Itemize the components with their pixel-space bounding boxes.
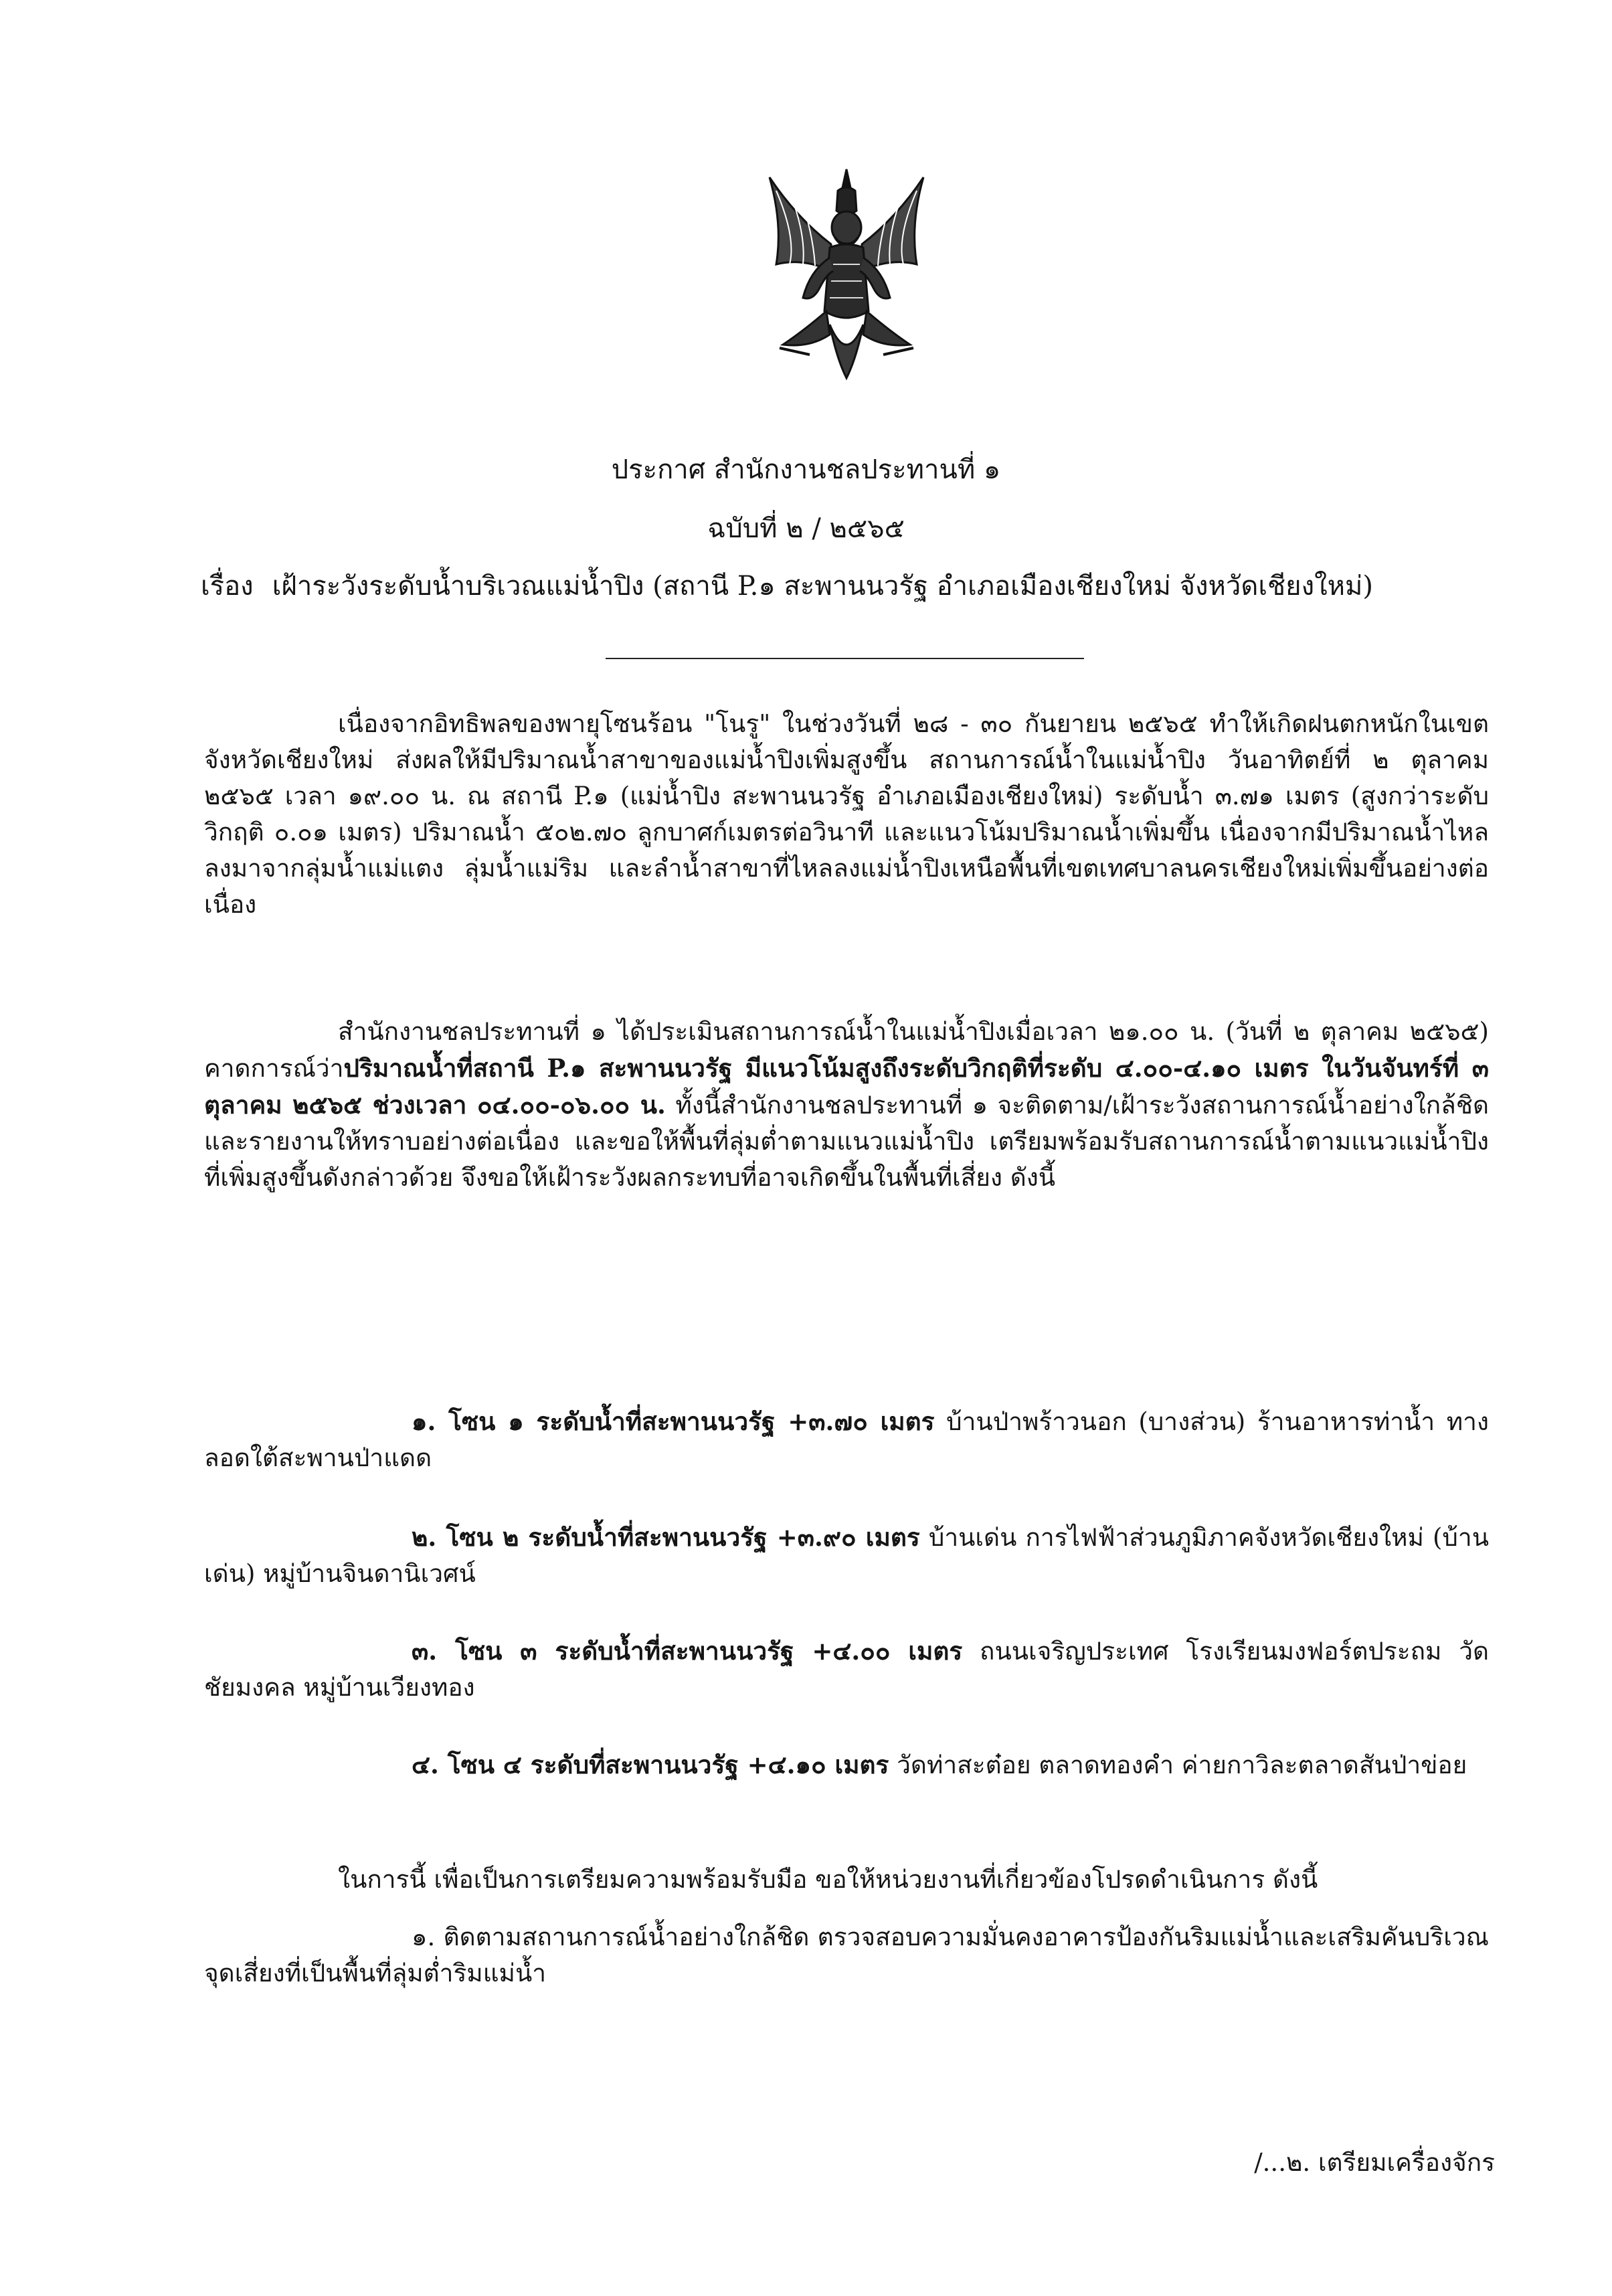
paragraph-3 bbox=[204, 1862, 1489, 1898]
subject-label: เรื่อง bbox=[201, 571, 254, 602]
paragraph-2-text-b: ทั้งนี้สำนักงานชลประทานที่ ๑ จะติดตาม/เฝ้าระวังสถานการณ์น้ำอย่างใกล้ชิด และรายงานให้ทราบอย่างต่อเนื่อง และขอให้พื้นที่ลุ่มต่ำตามแนวแม่น้ำปิง เตรียมพร้อมรับสถานการณ์น้ำตามแนวแม่น้ำปิงที่เพิ่มสูงขึ้นดังกล่าวด้วย จึงขอให้เฝ้าระวังผลกระทบที่อาจเกิดขึ้นในพื้นที่เสี่ยง ดังนี้ bbox=[204, 1091, 1489, 1192]
zone-3-level: ๓. โซน ๓ ระดับน้ำที่สะพานนวรัฐ +๔.๐๐ เมตร bbox=[412, 1636, 963, 1666]
paragraph-2-text-a: สำนักงานชลประทานที่ ๑ ได้ประเมินสถานการณ์น้ำในแม่น้ำปิงเมื่อเวลา ๒๑.๐๐ น. (วันที่ ๒ ตุลาคม ๒๕๖๕) คาดการณ์ว่า bbox=[204, 1017, 1489, 1083]
garuda-emblem-icon bbox=[756, 164, 937, 385]
zone-4 bbox=[204, 1747, 1489, 1783]
zone-2-level: ๒. โซน ๒ ระดับน้ำที่สะพานนวรัฐ +๓.๙๐ เมตร bbox=[412, 1522, 920, 1552]
paragraph-1-text: เนื่องจากอิทธิพลของพายุโซนร้อน "โนรู" ในช่วงวันที่ ๒๘ - ๓๐ กันยายน ๒๕๖๕ ทำให้เกิดฝนตกหนักในเขตจังหวัดเชียงใหม่ ส่งผลให้มีปริมาณน้ำสาขาของแม่น้ำปิงเพิ่มสูงขึ้น สถานการณ์น้ำในแม่น้ำปิง วันอาทิตย์ที่ ๒ ตุลาคม ๒๕๖๕ เวลา ๑๙.๐๐ น. ณ สถานี P.๑ (แม่น้ำปิง สะพานนวรัฐ อำเภอเมืองเชียงใหม่) ระดับน้ำ ๓.๗๑ เมตร (สูงกว่าระดับวิกฤติ ๐.๐๑ เมตร) ปริมาณน้ำ ๕๐๒.๗๐ ลูกบาศก์เมตรต่อวินาที และแนวโน้มปริมาณน้ำเพิ่มขึ้น เนื่องจากมีปริมาณน้ำไหลลงมาจากลุ่มน้ำแม่แตง ลุ่มน้ำแม่ริม และลำน้ำสาขาที่ไหลลงแม่น้ำปิงเหนือพื้นที่เขตเทศบาลนครเชียงใหม่เพิ่มขึ้นอย่างต่อเนื่อง bbox=[204, 709, 1489, 919]
zone-2 bbox=[204, 1519, 1489, 1592]
header-divider bbox=[606, 658, 1084, 659]
zone-4-level: ๔. โซน ๔ ระดับที่สะพานนวรัฐ +๔.๑๐ เมตร bbox=[412, 1750, 889, 1779]
zone-3 bbox=[204, 1633, 1489, 1706]
paragraph-3-text: ในการนี้ เพื่อเป็นการเตรียมความพร้อมรับมือ ขอให้หน่วยงานที่เกี่ยวข้องโปรดดำเนินการ ดังนี้ bbox=[338, 1865, 1318, 1894]
continuation-footer: /...๒. เตรียมเครื่องจักร bbox=[1254, 2148, 1495, 2177]
zone-3-areas: ถนนเจริญประเทศ โรงเรียนมงฟอร์ตประถม วัดชัยมงคล หมู่บ้านเวียงทอง bbox=[204, 1637, 1489, 1702]
paragraph-2-forecast: ปริมาณน้ำที่สถานี P.๑ สะพานนวรัฐ มีแนวโน้มสูงถึงระดับวิกฤติที่ระดับ ๔.๐๐-๔.๑๐ เมตร ในวันจันทร์ที่ ๓ ตุลาคม ๒๕๖๕ ช่วงเวลา ๐๔.๐๐-๐๖.๐๐ น. bbox=[204, 1053, 1489, 1120]
zone-1-level: ๑. โซน ๑ ระดับน้ำที่สะพานนวรัฐ +๓.๗๐ เมตร bbox=[412, 1407, 935, 1436]
zone-4-areas: วัดท่าสะต๋อย ตลาดทองคำ ค่ายกาวิละตลาดสันป่าข่อย bbox=[889, 1751, 1467, 1779]
paragraph-1 bbox=[204, 706, 1489, 923]
zone-2-areas: บ้านเด่น การไฟฟ้าส่วนภูมิภาคจังหวัดเชียงใหม่ (บ้านเด่น) หมู่บ้านจินดานิเวศน์ bbox=[204, 1523, 1489, 1588]
announcement-title: ประกาศ สำนักงานชลประทานที่ ๑ bbox=[611, 454, 1001, 485]
action-item-1-text: ๑. ติดตามสถานการณ์น้ำอย่างใกล้ชิด ตรวจสอบความมั่นคงอาคารป้องกันริมแม่น้ำและเสริมคันบริเวณจุดเสี่ยงที่เป็นพื้นที่ลุ่มต่ำริมแม่น้ำ bbox=[204, 1923, 1489, 1988]
paragraph-2 bbox=[204, 1014, 1489, 1196]
subject-text: เฝ้าระวังระดับน้ำบริเวณแม่น้ำปิง (สถานี P.๑ สะพานนวรัฐ อำเภอเมืองเชียงใหม่ จังหวัดเชียงใหม่) bbox=[272, 571, 1373, 602]
zone-1-areas: บ้านป่าพร้าวนอก (บางส่วน) ร้านอาหารท่าน้ำ ทางลอดใต้สะพานป่าแดด bbox=[204, 1407, 1489, 1472]
subject-line bbox=[201, 566, 1499, 606]
action-item-1 bbox=[204, 1919, 1489, 1992]
issue-number: ฉบับที่ ๒ / ๒๕๖๕ bbox=[707, 513, 905, 544]
zone-1 bbox=[204, 1403, 1489, 1476]
